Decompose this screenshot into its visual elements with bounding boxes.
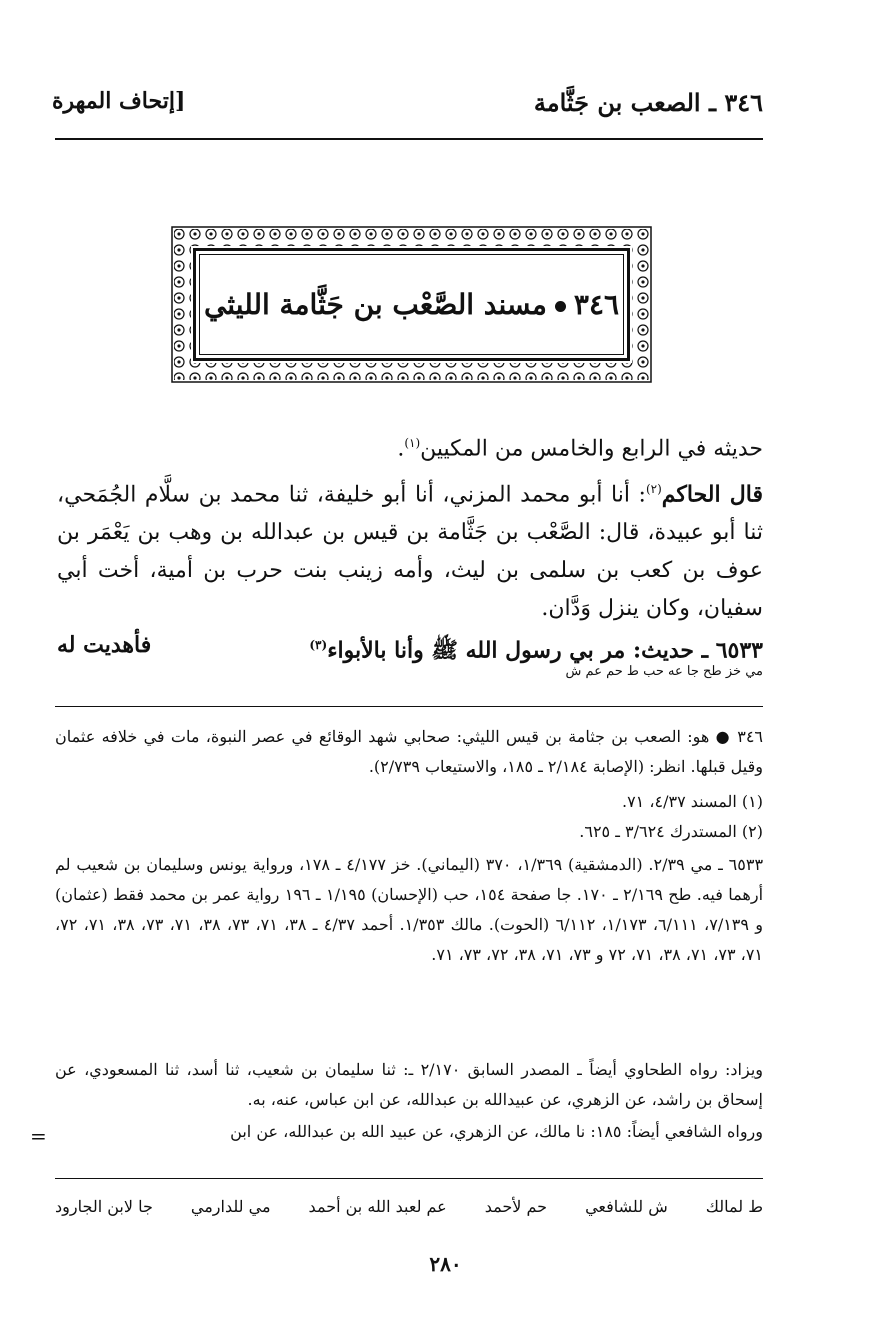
footnote-ref-3: (٣) — [309, 638, 328, 652]
running-head-chapter: ٣٤٦ ـ الصعب بن جَثَّامة — [533, 88, 763, 117]
hadith-number: ٦٥٣٣ ـ حديث: — [632, 637, 763, 664]
footnote-2: (٢) المستدرك ٣/٦٢٤ ـ ٦٢٥. — [579, 822, 763, 841]
footnote-shafii: ورواه الشافعي أيضاً: ١٨٥: نا مالك، عن الزهري، عن عبيد الله بن عبدالله، عن ابن — [230, 1122, 763, 1141]
section-title-frame — [171, 226, 652, 383]
hadith-text: مر بي رسول الله ﷺ وأنا بالأبواء — [327, 637, 626, 664]
intro-text: حديثه في الرابع والخامس من المكيين — [420, 436, 763, 462]
section-title-text: مسند الصَّعْب بن جَثَّامة الليثي — [203, 288, 547, 321]
abbr-item: عم لعبد الله بن أحمد — [308, 1197, 447, 1216]
footnote-biography: ٣٤٦ ● هو: الصعب بن جثامة بن قيس الليثي: صحابي شهد الوقائع في عصر النبوة، مات في خلافه عثمان وقيل قبلها. انظر: (الإصابة ٢/١٨٤ ـ ١٨٥، والاستيعاب ٢/٧٣٩). — [55, 727, 764, 776]
bullet-icon — [555, 301, 566, 312]
section-number: ٣٤٦ — [573, 288, 620, 321]
header-rule — [55, 138, 763, 140]
page-number: ٢٨٠ — [429, 1252, 462, 1276]
running-head-book: [إتحاف المهرة — [52, 88, 186, 114]
source-codes: مي خز طح جا عه حب ط حم عم ش — [565, 664, 763, 679]
abbr-item: حم لأحمد — [484, 1197, 548, 1216]
abbreviation-legend — [55, 1197, 763, 1216]
intro-paragraph: حديثه في الرابع والخامس من المكيين$^{(١)}$. — [397, 436, 763, 462]
abbr-item: ش للشافعي — [585, 1197, 668, 1216]
abbr-item: مي للدارمي — [190, 1197, 271, 1216]
isnad-label: قال الحاكم — [661, 481, 763, 508]
isnad-text: : أنا أبو محمد المزني، أنا أبو خليفة، ثنا محمد بن سلَّام الجُمَحي، ثنا أبو عبيدة، قال: الصَّعْب بن جَثَّامة بن قيس بن عبدالله بن وهب بن يَعْمَر بن عوف بن كعب بن سلمى بن ليث، وأمه زينب بنت حرب بن أمية، أخت أبي سفيان، وكان ينزل وَدَّان. — [57, 482, 763, 622]
abbr-item: ط لمالك — [705, 1197, 763, 1216]
footnote-ref-1: (١) — [404, 436, 421, 450]
hadith-heading — [57, 626, 763, 669]
section-title — [204, 288, 619, 321]
legend-rule — [55, 1178, 763, 1179]
footnote-ref-2: (٢) — [645, 482, 662, 496]
isnad-paragraph — [57, 470, 763, 628]
continuation-mark: = — [30, 1124, 47, 1148]
hadith-text-end: فأهديت له — [57, 632, 152, 658]
footnote-1: (١) المسند ٤/٣٧، ٧١. — [621, 792, 763, 811]
footnote-ziyada: ويزاد: رواه الطحاوي أيضاً ـ المصدر السابق ٢/١٧٠ ـ: ثنا سليمان بن شعيب، ثنا أسد، ثنا المسعودي، عن إسحاق بن راشد، عن الزهري، عن عبيدالله بن عبدالله، عن ابن عباس، عنه، به. — [55, 1060, 763, 1109]
abbr-item: جا لابن الجارود — [55, 1197, 153, 1216]
footnote-takhrij: ٦٥٣٣ ـ مي ٢/٣٩. (الدمشقية) ١/٣٦٩، ٣٧٠ (اليماني). خز ٤/١٧٧ ـ ١٧٨، ورواية يونس وسليمان بن شعيب لم أرهما فيه. طح ٢/١٦٩ ـ ١٧٠. جا صفحة ١٥٤، حب (الإحسان) ١/١٩٥ ـ ١٩٦ رواية عمر بن محمد فقط (عثمان) و ٧/١٣٩، ٦/١١١، ١/١٧٣، ٦/١١٢ (الحوت). مالك ١/٣٥٣. أحمد ٤/٣٧ ـ ٣٨، ٧١، ٧٣، ٣٨، ٧١، ٧٣، ٣٨، ٧١، ٧٢، ٧١، ٧٣، ٧١، ٣٨، ٧١، ٧٢ و ٧٣، ٧١، ٣٨، ٧٢، ٧٣، ٧١. — [55, 855, 764, 964]
footnote-rule — [55, 706, 763, 707]
